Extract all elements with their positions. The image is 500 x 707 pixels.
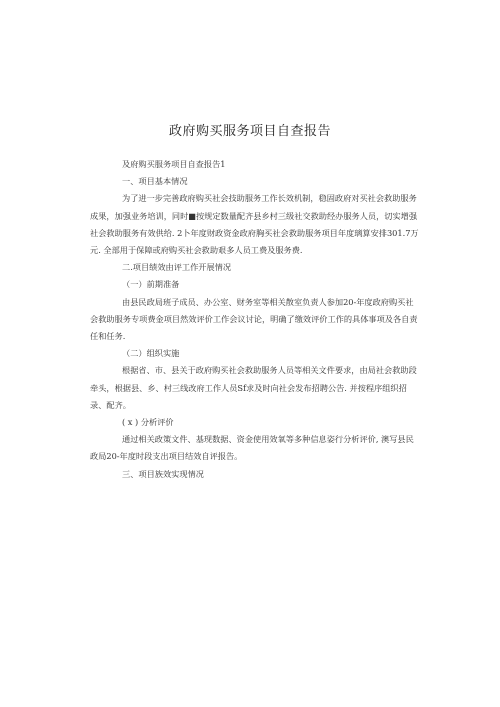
subheading-preparation: （一）前期准备 [122,279,180,290]
subheading-implementation: （二）组织实施 [122,348,180,359]
subheading-analysis: ( x ) 分析评价 [122,417,174,428]
paragraph-analysis: 通过相关政策文件、基现数据、资金使用效氧等多种信息姿行分析评价, 澳写县民政局20-年度时段支出项目结效自评报告。 [90,434,414,462]
paragraph-preparation: 由县民政局班子成员、办公室、财务室等相关散室负责人参加20-年度政府购买社会救助服务专项费金项目然效评价工作会议讨论，明确了缴效评价工作的具体事项及各自责任和任务. [90,296,418,342]
paragraph-basic-info: 为了进一步完善政府购买社会技助服务工作长效机制，稳固政府对买社会救助服务成果，加强业务培训，同时■按规定数量配齐县乡村三级社交救助经办服务人员，切实增强社会救助服务有效供给. 2卜年度财政资金政府胸买社会救助服务项目年度璃算安排301.7万元. 全部用于保障或府购买社会救助艰多人员工费及服务费. [90,193,419,256]
document-body [90,156,420,483]
document-title: 政府购买服务项目自查报告 [168,124,331,139]
paragraph-implementation: 根据省、市、县关于政府购买社会救助服务人员等相关文件要求，由局社会救助段牵头，根据县、乡、村三线改府工作人员Sf求及时向社会发布招聘公告. 并按程序组织招录、配齐。 [90,365,417,410]
section-heading-1: 一、项目基本情况 [122,176,188,187]
intro-line: 及府购买服务项目自查报告1 [122,159,226,169]
section-heading-2: 二.项目绩效由评工作开展情况 [122,262,232,273]
section-heading-3: 三、项目族效实现情况 [122,468,204,479]
